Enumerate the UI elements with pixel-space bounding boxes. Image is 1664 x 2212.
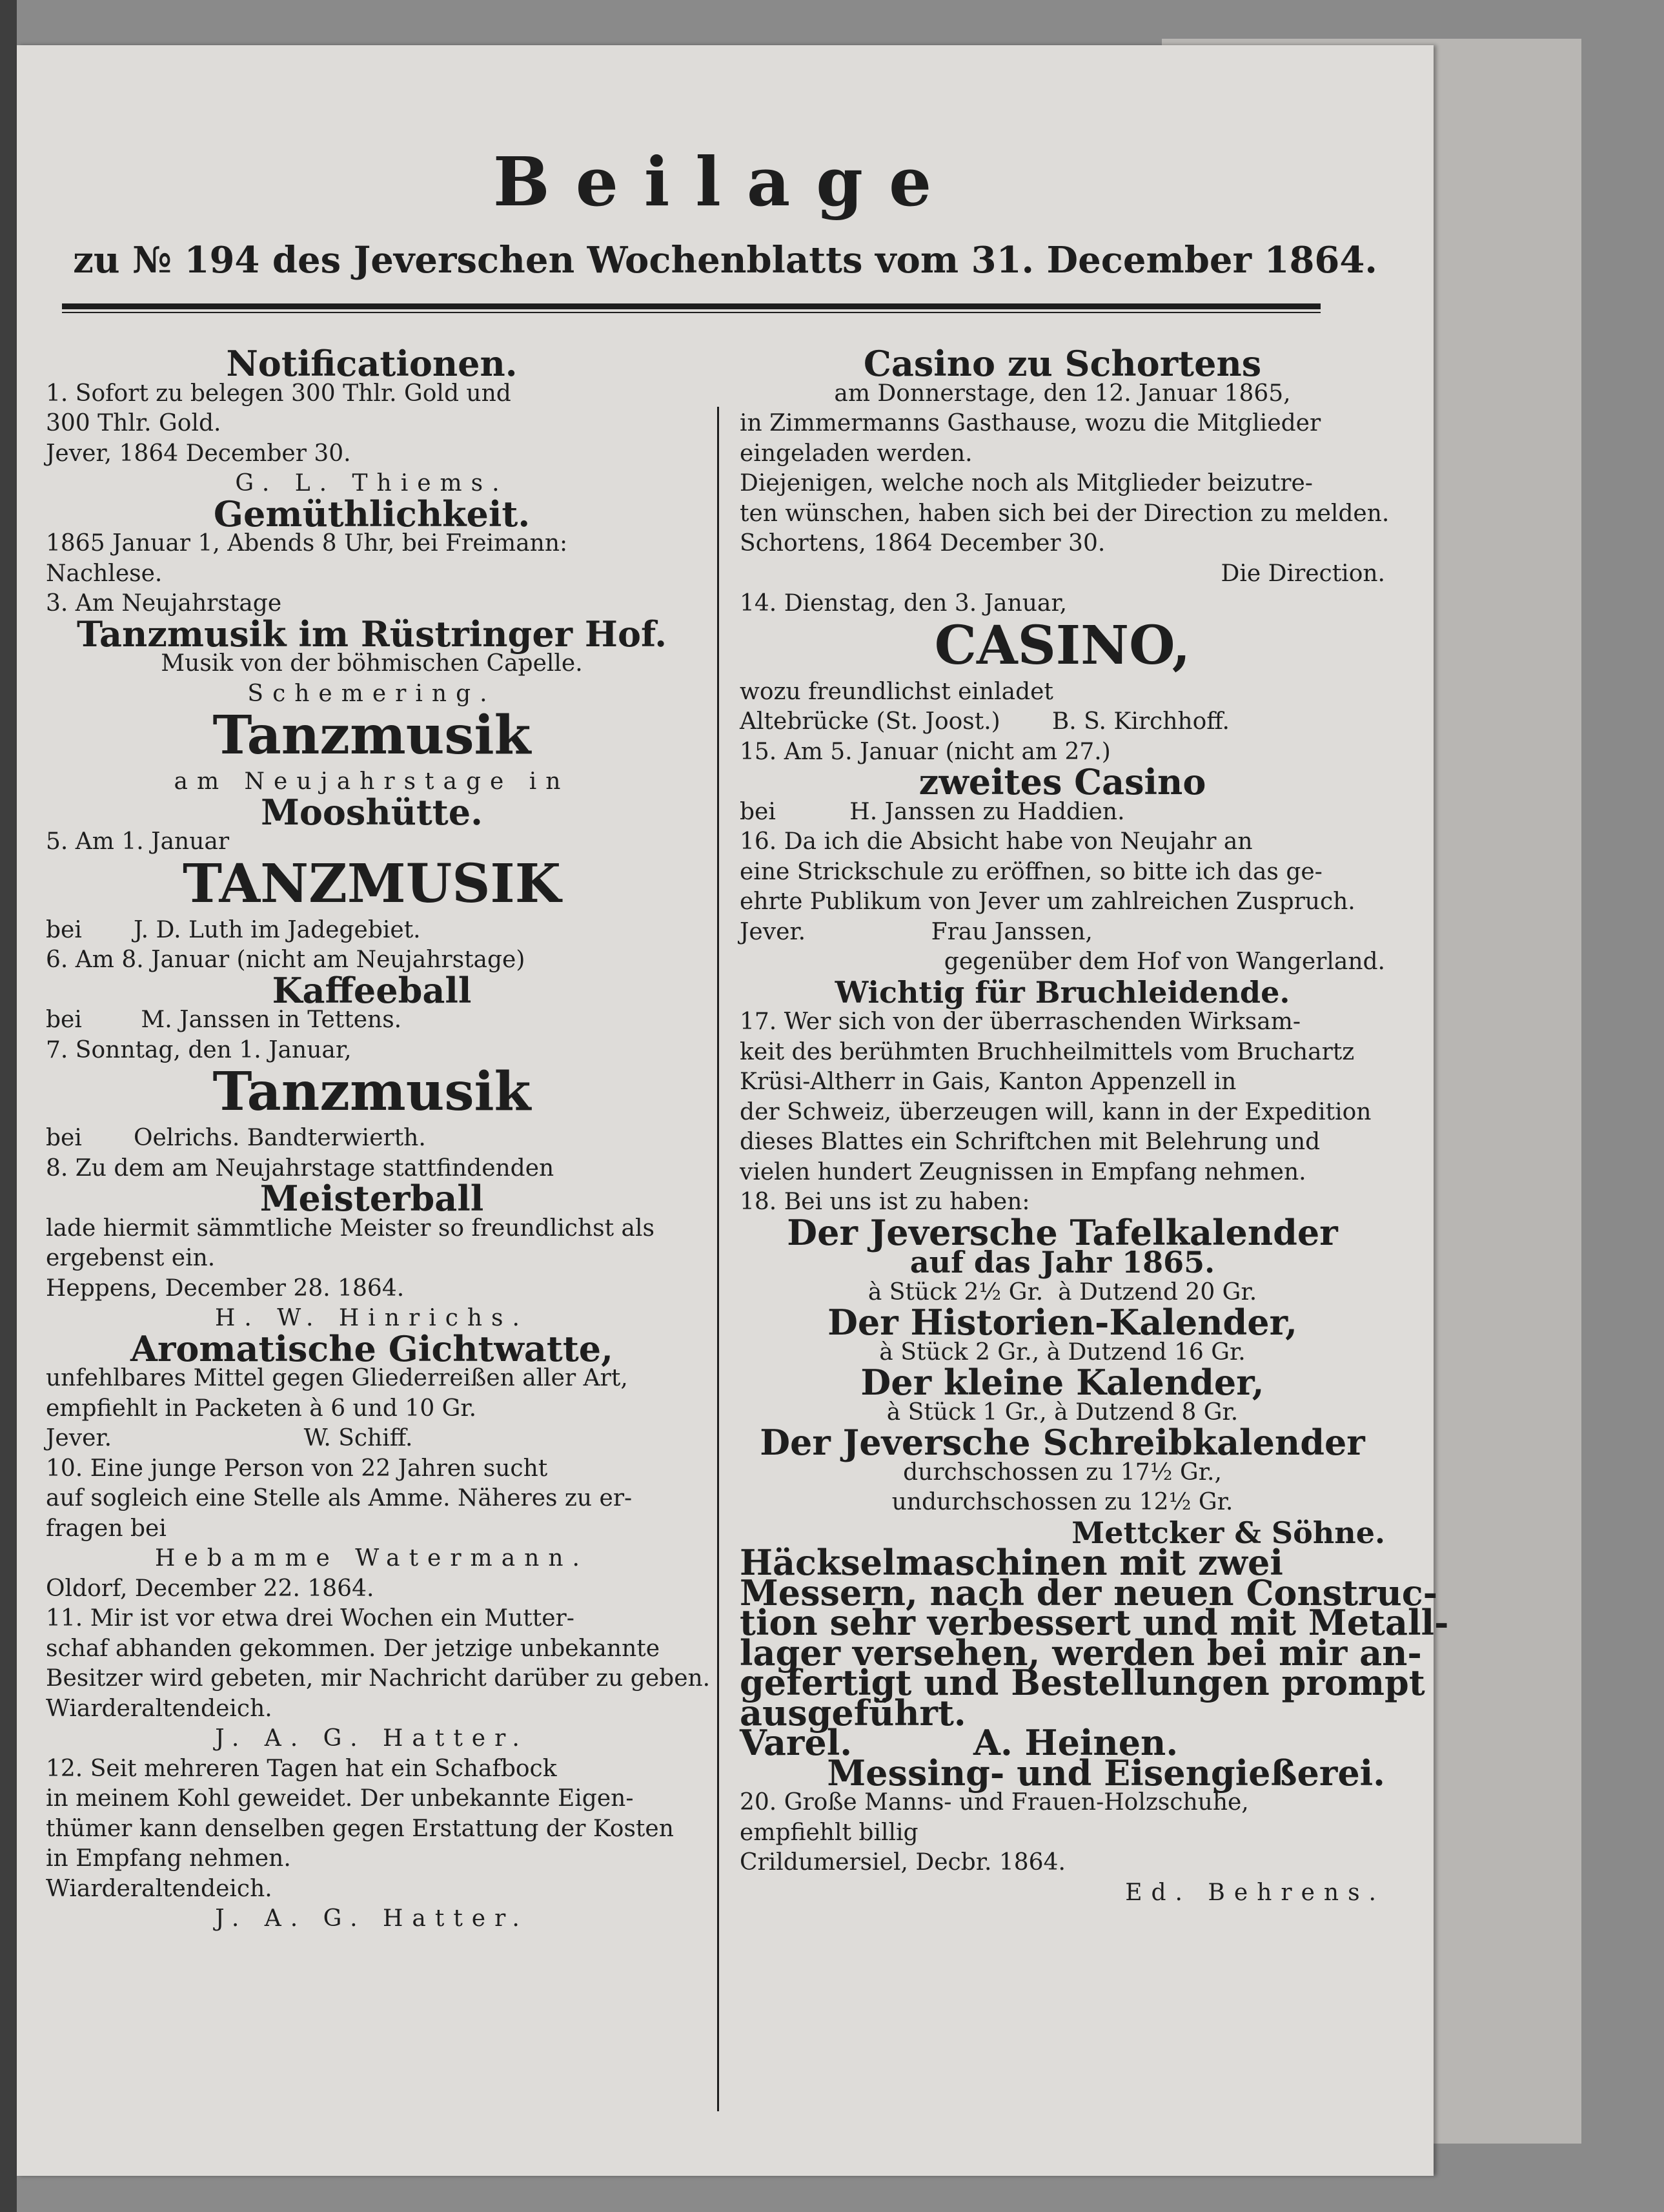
- left-line: Kaffeeball: [272, 969, 472, 1011]
- right-line: Schortens, 1864 December 30.: [740, 530, 1106, 557]
- right-line: Casino zu Schortens: [863, 343, 1262, 384]
- right-line: 16. Da ich die Absicht habe von Neujahr an: [740, 828, 1253, 855]
- right-line: lager versehen, werden bei mir an-: [740, 1632, 1422, 1674]
- left-line: Aromatische Gichtwatte,: [130, 1327, 613, 1369]
- left-line: in Empfang nehmen.: [46, 1845, 291, 1872]
- right-line: auf das Jahr 1865.: [909, 1245, 1215, 1280]
- left-line: am Neujahrstage in: [174, 768, 570, 795]
- left-line: Nachlese.: [46, 560, 163, 587]
- left-line: Wiarderaltendeich.: [46, 1875, 272, 1902]
- left-line: Meisterball: [259, 1178, 484, 1219]
- right-line: Messing- und Eisengießerei.: [827, 1752, 1385, 1794]
- right-line: Mettcker & Söhne.: [1071, 1515, 1385, 1550]
- left-line: Tanzmusik im Rüstringer Hof.: [76, 613, 667, 655]
- right-line: durchschossen zu 17½ Gr.,: [903, 1459, 1222, 1486]
- left-line: Besitzer wird gebeten, mir Nachricht darüber zu geben.: [46, 1665, 711, 1692]
- page-subtitle: zu № 194 des Jeverschen Wochenblatts vom 31. December 1864.: [73, 239, 1377, 282]
- page-title: Beilage: [492, 142, 958, 221]
- right-line: wozu freundlichst einladet: [740, 678, 1053, 705]
- left-line: ergebenst ein.: [46, 1245, 216, 1271]
- right-line: 15. Am 5. Januar (nicht am 27.): [740, 738, 1111, 765]
- left-line: TANZMUSIK: [182, 852, 562, 915]
- right-line: gefertigt und Bestellungen prompt: [740, 1662, 1425, 1703]
- book-edge: [0, 0, 17, 2212]
- right-line: Jever. Frau Janssen,: [740, 918, 1093, 945]
- right-line: à Stück 2 Gr., à Dutzend 16 Gr.: [879, 1338, 1246, 1366]
- right-line: eingeladen werden.: [740, 440, 973, 467]
- right-line: Diejenigen, welche noch als Mitglieder beizutre-: [740, 470, 1313, 497]
- left-line: Hebamme Watermann.: [155, 1545, 589, 1572]
- right-line: vielen hundert Zeugnissen in Empfang nehmen.: [740, 1158, 1306, 1185]
- left-line: Mooshütte.: [261, 791, 483, 833]
- left-line: 8. Zu dem am Neujahrstage stattfindenden: [46, 1154, 554, 1182]
- right-line: Der Jeversche Tafelkalender: [787, 1211, 1338, 1253]
- left-line: 11. Mir ist vor etwa drei Wochen ein Mutter-: [46, 1605, 574, 1632]
- left-line: thümer kann denselben gegen Erstattung der Kosten: [46, 1815, 674, 1842]
- left-line: Oldorf, December 22. 1864.: [46, 1575, 374, 1602]
- column-divider: [717, 407, 719, 2111]
- left-line: fragen bei: [46, 1515, 167, 1542]
- right-line: à Stück 1 Gr., à Dutzend 8 Gr.: [886, 1398, 1239, 1426]
- right-column: [740, 343, 1449, 1908]
- right-line: Crildumersiel, Decbr. 1864.: [740, 1849, 1066, 1876]
- left-line: Jever. W. Schiff.: [46, 1425, 413, 1451]
- left-line: 1. Sofort zu belegen 300 Thlr. Gold und: [46, 380, 511, 407]
- right-line: Die Direction.: [1221, 560, 1385, 587]
- right-line: undurchschossen zu 12½ Gr.: [891, 1489, 1233, 1515]
- right-line: Wichtig für Bruchleidende.: [835, 974, 1290, 1010]
- right-line: à Stück 2½ Gr. à Dutzend 20 Gr.: [868, 1278, 1257, 1306]
- left-line: Schemering.: [247, 680, 496, 707]
- left-line: 12. Seit mehreren Tagen hat ein Schafbock: [46, 1755, 557, 1782]
- left-line: J. A. G. Hatter.: [215, 1725, 529, 1752]
- left-line: Wiarderaltendeich.: [46, 1695, 272, 1722]
- right-line: Varel. A. Heinen.: [740, 1722, 1179, 1763]
- left-line: schaf abhanden gekommen. Der jetzige unbekannte: [46, 1635, 660, 1662]
- right-line: empfiehlt billig: [740, 1819, 918, 1846]
- left-line: 6. Am 8. Januar (nicht am Neujahrstage): [46, 947, 525, 973]
- right-line: Der Historien-Kalender,: [827, 1302, 1297, 1343]
- right-line: zweites Casino: [918, 761, 1206, 803]
- right-line: keit des berühmten Bruchheilmittels vom Bruchartz: [740, 1038, 1355, 1065]
- left-line: Heppens, December 28. 1864.: [46, 1275, 405, 1302]
- right-line: Messern, nach der neuen Construc-: [740, 1572, 1438, 1613]
- right-line: Altebrücke (St. Joost.) B. S. Kirchhoff.: [740, 708, 1230, 735]
- right-line: bei H. Janssen zu Haddien.: [740, 798, 1125, 825]
- left-line: 3. Am Neujahrstage: [46, 590, 282, 617]
- right-line: CASINO,: [934, 614, 1191, 677]
- left-line: 10. Eine junge Person von 22 Jahren sucht: [46, 1455, 548, 1482]
- left-line: bei J. D. Luth im Jadegebiet.: [46, 916, 421, 943]
- right-line: ehrte Publikum von Jever um zahlreichen Zuspruch.: [740, 888, 1355, 915]
- right-line: ausgeführt.: [740, 1692, 966, 1734]
- left-line: 5. Am 1. Januar: [46, 828, 230, 855]
- left-line: Musik von der böhmischen Capelle.: [161, 650, 583, 677]
- left-line: bei M. Janssen in Tettens.: [46, 1007, 402, 1033]
- right-line: ten wünschen, haben sich bei der Direction zu melden.: [740, 500, 1390, 527]
- right-line: Der kleine Kalender,: [860, 1362, 1264, 1403]
- left-line: Gemüthlichkeit.: [213, 493, 531, 535]
- left-line: J. A. G. Hatter.: [215, 1905, 529, 1932]
- right-line: 20. Große Manns- und Frauen-Holzschuhe,: [740, 1789, 1249, 1816]
- left-line: 7. Sonntag, den 1. Januar,: [46, 1036, 352, 1063]
- header-rule: [62, 303, 1321, 309]
- right-line: am Donnerstage, den 12. Januar 1865,: [834, 380, 1291, 407]
- left-line: empfiehlt in Packeten à 6 und 10 Gr.: [46, 1395, 477, 1422]
- right-line: Ed. Behrens.: [1125, 1879, 1385, 1906]
- newspaper-sheet: [17, 45, 1449, 2176]
- left-line: 1865 Januar 1, Abends 8 Uhr, bei Freimann:: [46, 530, 568, 557]
- right-line: Der Jeversche Schreibkalender: [760, 1422, 1365, 1463]
- left-line: 300 Thlr. Gold.: [46, 410, 221, 436]
- right-line: dieses Blattes ein Schriftchen mit Belehrung und: [740, 1129, 1321, 1155]
- left-line: in meinem Kohl geweidet. Der unbekannte Eigen-: [46, 1785, 634, 1812]
- right-line: 17. Wer sich von der überraschenden Wirksam-: [740, 1009, 1301, 1035]
- left-column: [46, 343, 711, 1934]
- left-line: Tanzmusik: [212, 1061, 531, 1123]
- header-rule-thin: [62, 312, 1321, 313]
- right-line: gegenüber dem Hof von Wangerland.: [944, 948, 1385, 975]
- right-line: tion sehr verbessert und mit Metall-: [740, 1602, 1449, 1643]
- right-line: Krüsi-Altherr in Gais, Kanton Appenzell in: [740, 1069, 1237, 1095]
- right-line: 18. Bei uns ist zu haben:: [740, 1189, 1030, 1215]
- right-line: der Schweiz, überzeugen will, kann in der Expedition: [740, 1098, 1372, 1125]
- left-line: auf sogleich eine Stelle als Amme. Näheres zu er-: [46, 1485, 633, 1511]
- right-line: Häckselmaschinen mit zwei: [740, 1542, 1283, 1583]
- right-line: 14. Dienstag, den 3. Januar,: [740, 590, 1068, 617]
- right-line: eine Strickschule zu eröffnen, so bitte ich das ge-: [740, 858, 1323, 885]
- left-line: unfehlbares Mittel gegen Gliederreißen aller Art,: [46, 1365, 628, 1391]
- left-line: Tanzmusik: [212, 704, 531, 766]
- left-line: G. L. Thiems.: [235, 470, 509, 497]
- right-line: in Zimmermanns Gasthause, wozu die Mitglieder: [740, 410, 1321, 436]
- left-line: bei Oelrichs. Bandterwierth.: [46, 1125, 426, 1151]
- left-line: Jever, 1864 December 30.: [46, 440, 351, 467]
- left-line: lade hiermit sämmtliche Meister so freundlichst als: [46, 1214, 654, 1242]
- left-line: Notificationen.: [226, 343, 518, 384]
- left-line: H. W. Hinrichs.: [215, 1305, 529, 1331]
